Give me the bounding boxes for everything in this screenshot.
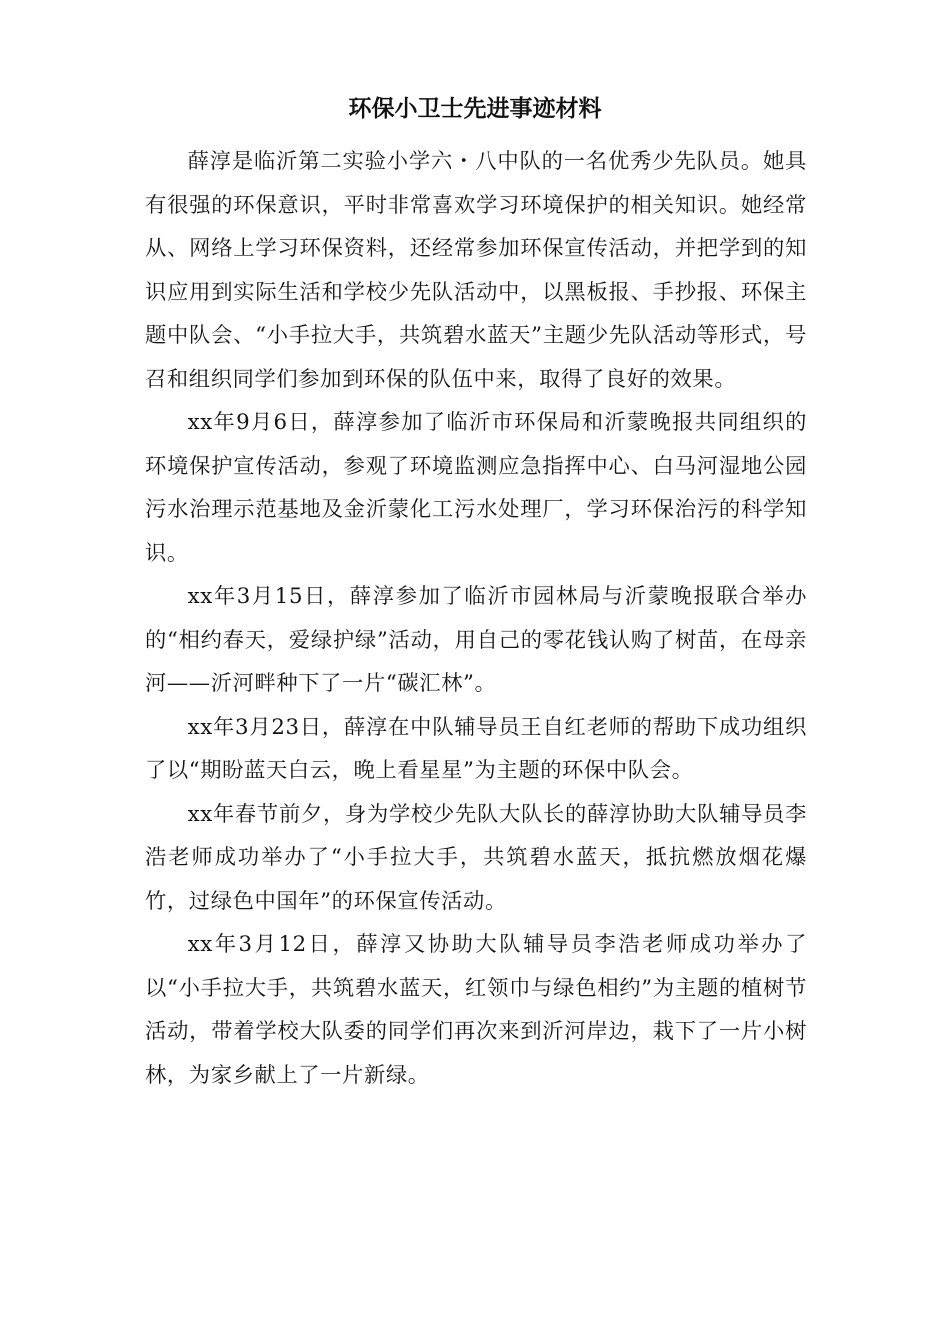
paragraph-intro: 薛淳是临沂第二实验小学六・八中队的一名优秀少先队员。她具有很强的环保意识，平时非常喜欢学习环境保护的相关知识。她经常从、网络上学习环保资料，还经常参加环保宣传活动，并把学到的知识应用到实际生活和学校少先队活动中，以黑板报、手抄报、环保主题中队会、“小手拉大手，共筑碧水蓝天”主题少先队活动等形式，号召和组织同学们参加到环保的队伍中来，取得了良好的效果。 (145, 149, 807, 392)
document-title: 环保小卫士先进事迹材料 (348, 95, 602, 122)
paragraph-mar-12: xx年3月12日，薛淳又协助大队辅导员李浩老师成功举办了以“小手拉大手，共筑碧水蓝天，红领巾与绿色相约”为主题的植树节活动，带着学校大队委的同学们再次来到沂河岸边，栽下了一片小树林，为家乡献上了一片新绿。 (145, 932, 807, 1088)
document-body (145, 140, 807, 1097)
paragraph-mar-15: xx年3月15日，薛淳参加了临沂市园林局与沂蒙晚报联合举办的“相约春天，爱绿护绿”活动，用自己的零花钱认购了树苗，在母亲河——沂河畔种下了一片“碳汇林”。 (145, 584, 807, 696)
paragraph-sep-6: xx年9月6日，薛淳参加了临沂市环保局和沂蒙晚报共同组织的环境保护宣传活动，参观了环境监测应急指挥中心、白马河湿地公园污水治理示范基地及金沂蒙化工污水处理厂，学习环保治污的科学知识。 (145, 410, 807, 566)
paragraph-spring-festival: xx年春节前夕，身为学校少先队大队长的薛淳协助大队辅导员李浩老师成功举办了“小手拉大手，共筑碧水蓝天，抵抗燃放烟花爆竹，过绿色中国年”的环保宣传活动。 (145, 801, 807, 914)
paragraph-mar-23: xx年3月23日，薛淳在中队辅导员王自红老师的帮助下成功组织了以“期盼蓝天白云，晚上看星星”为主题的环保中队会。 (145, 714, 807, 783)
